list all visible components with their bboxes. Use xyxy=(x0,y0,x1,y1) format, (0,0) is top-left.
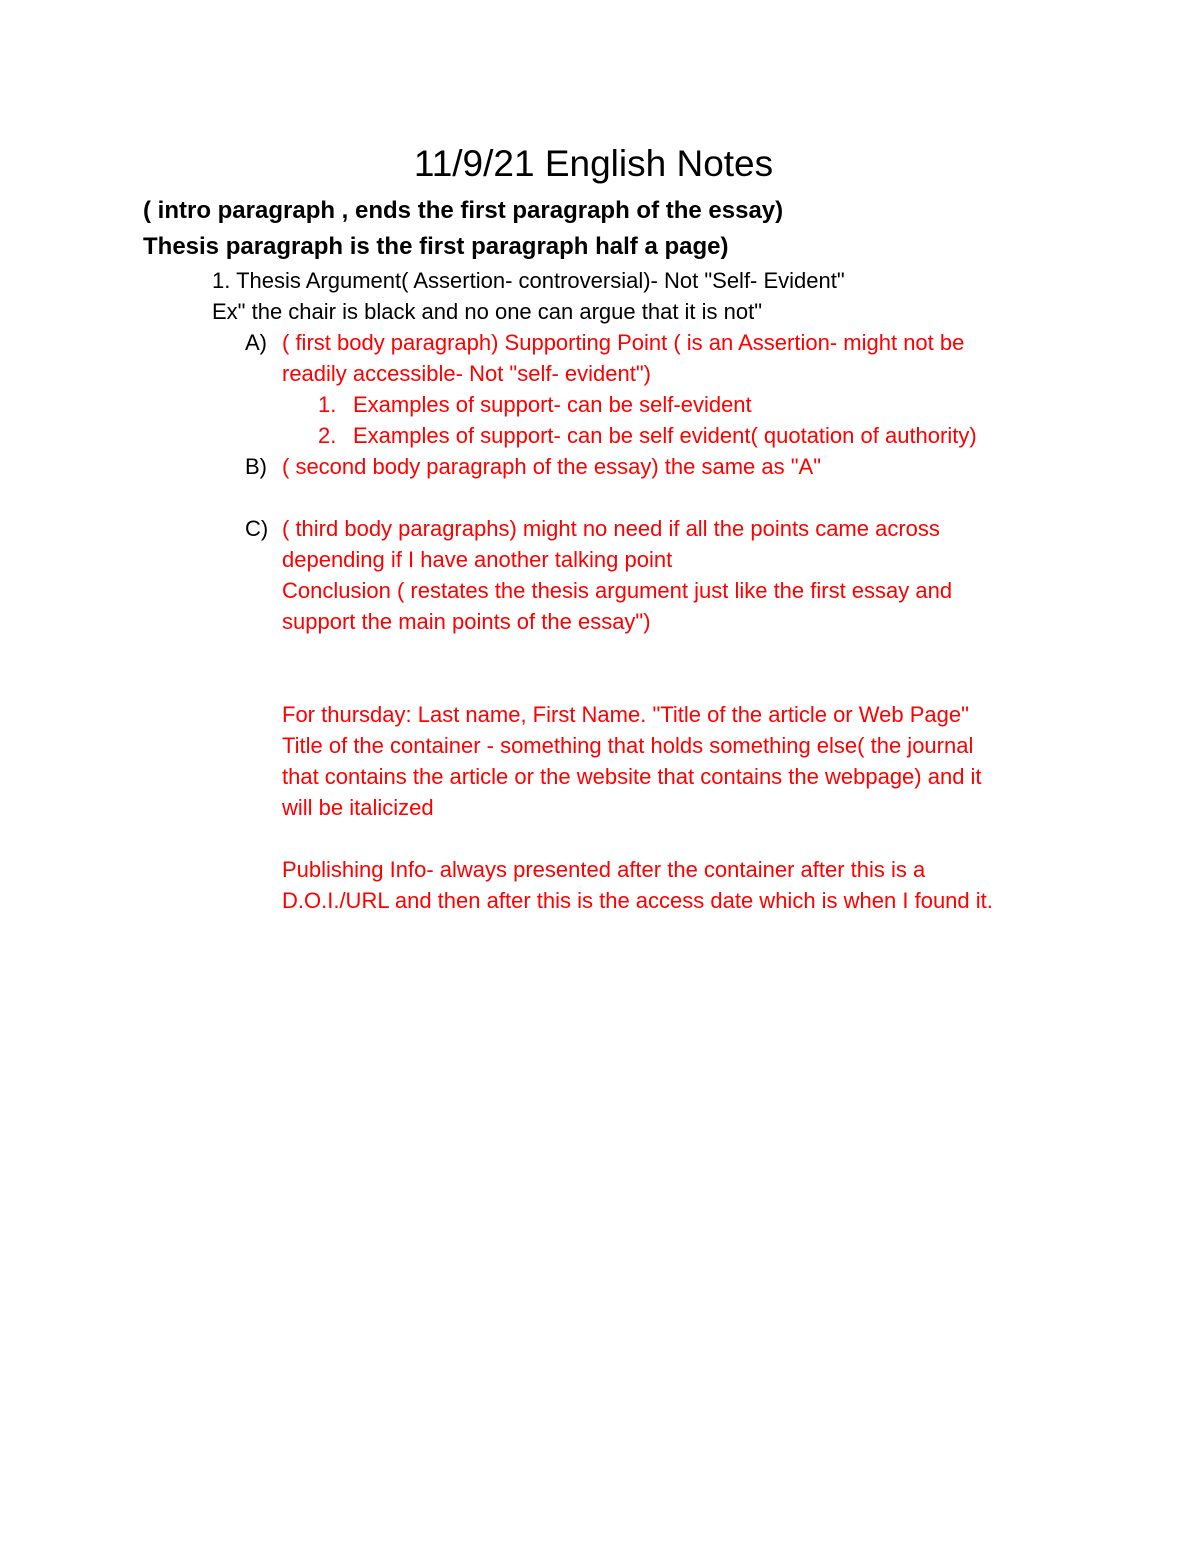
page-title: 11/9/21 English Notes xyxy=(413,143,774,184)
section-b-marker: B) xyxy=(245,454,267,479)
thesis-heading: Thesis paragraph is the first paragraph half a page) xyxy=(143,233,729,260)
subitem-text: Examples of support- can be self-evident xyxy=(353,392,752,417)
section-c-line: depending if I have another talking point xyxy=(282,547,673,572)
section-a-marker: A) xyxy=(245,330,267,355)
section-a-line: ( first body paragraph) Supporting Point ( is an Assertion- might not be xyxy=(282,330,965,355)
thesis-argument-item: 1. Thesis Argument( Assertion- controversial)- Not "Self- Evident" xyxy=(212,268,845,293)
conclusion-line: Conclusion ( restates the thesis argument just like the first essay and xyxy=(282,578,953,603)
thursday-note-line: Title of the container - something that holds something else( the journal xyxy=(282,733,974,758)
section-a-line: readily accessible- Not "self- evident") xyxy=(282,361,651,386)
example-line: Ex" the chair is black and no one can argue that it is not" xyxy=(212,299,763,324)
subitem-text: Examples of support- can be self evident( quotation of authority) xyxy=(353,423,977,448)
section-c-marker: C) xyxy=(245,516,269,541)
section-c-line: ( third body paragraphs) might no need if all the points came across xyxy=(282,516,940,541)
publishing-note-line: D.O.I./URL and then after this is the access date which is when I found it. xyxy=(282,888,993,913)
section-b-text: ( second body paragraph of the essay) the same as "A" xyxy=(282,454,822,479)
conclusion-line: support the main points of the essay") xyxy=(282,609,651,634)
thursday-note-line: For thursday: Last name, First Name. "Title of the article or Web Page" xyxy=(282,702,969,727)
subitem-marker: 1. xyxy=(318,392,337,417)
publishing-note-line: Publishing Info- always presented after the container after this is a xyxy=(282,857,926,882)
thursday-note-line: that contains the article or the website that contains the webpage) and it xyxy=(282,764,982,789)
subitem-marker: 2. xyxy=(318,423,337,448)
intro-heading: ( intro paragraph , ends the first paragraph of the essay) xyxy=(143,197,784,224)
thursday-note-line: will be italicized xyxy=(282,795,434,820)
